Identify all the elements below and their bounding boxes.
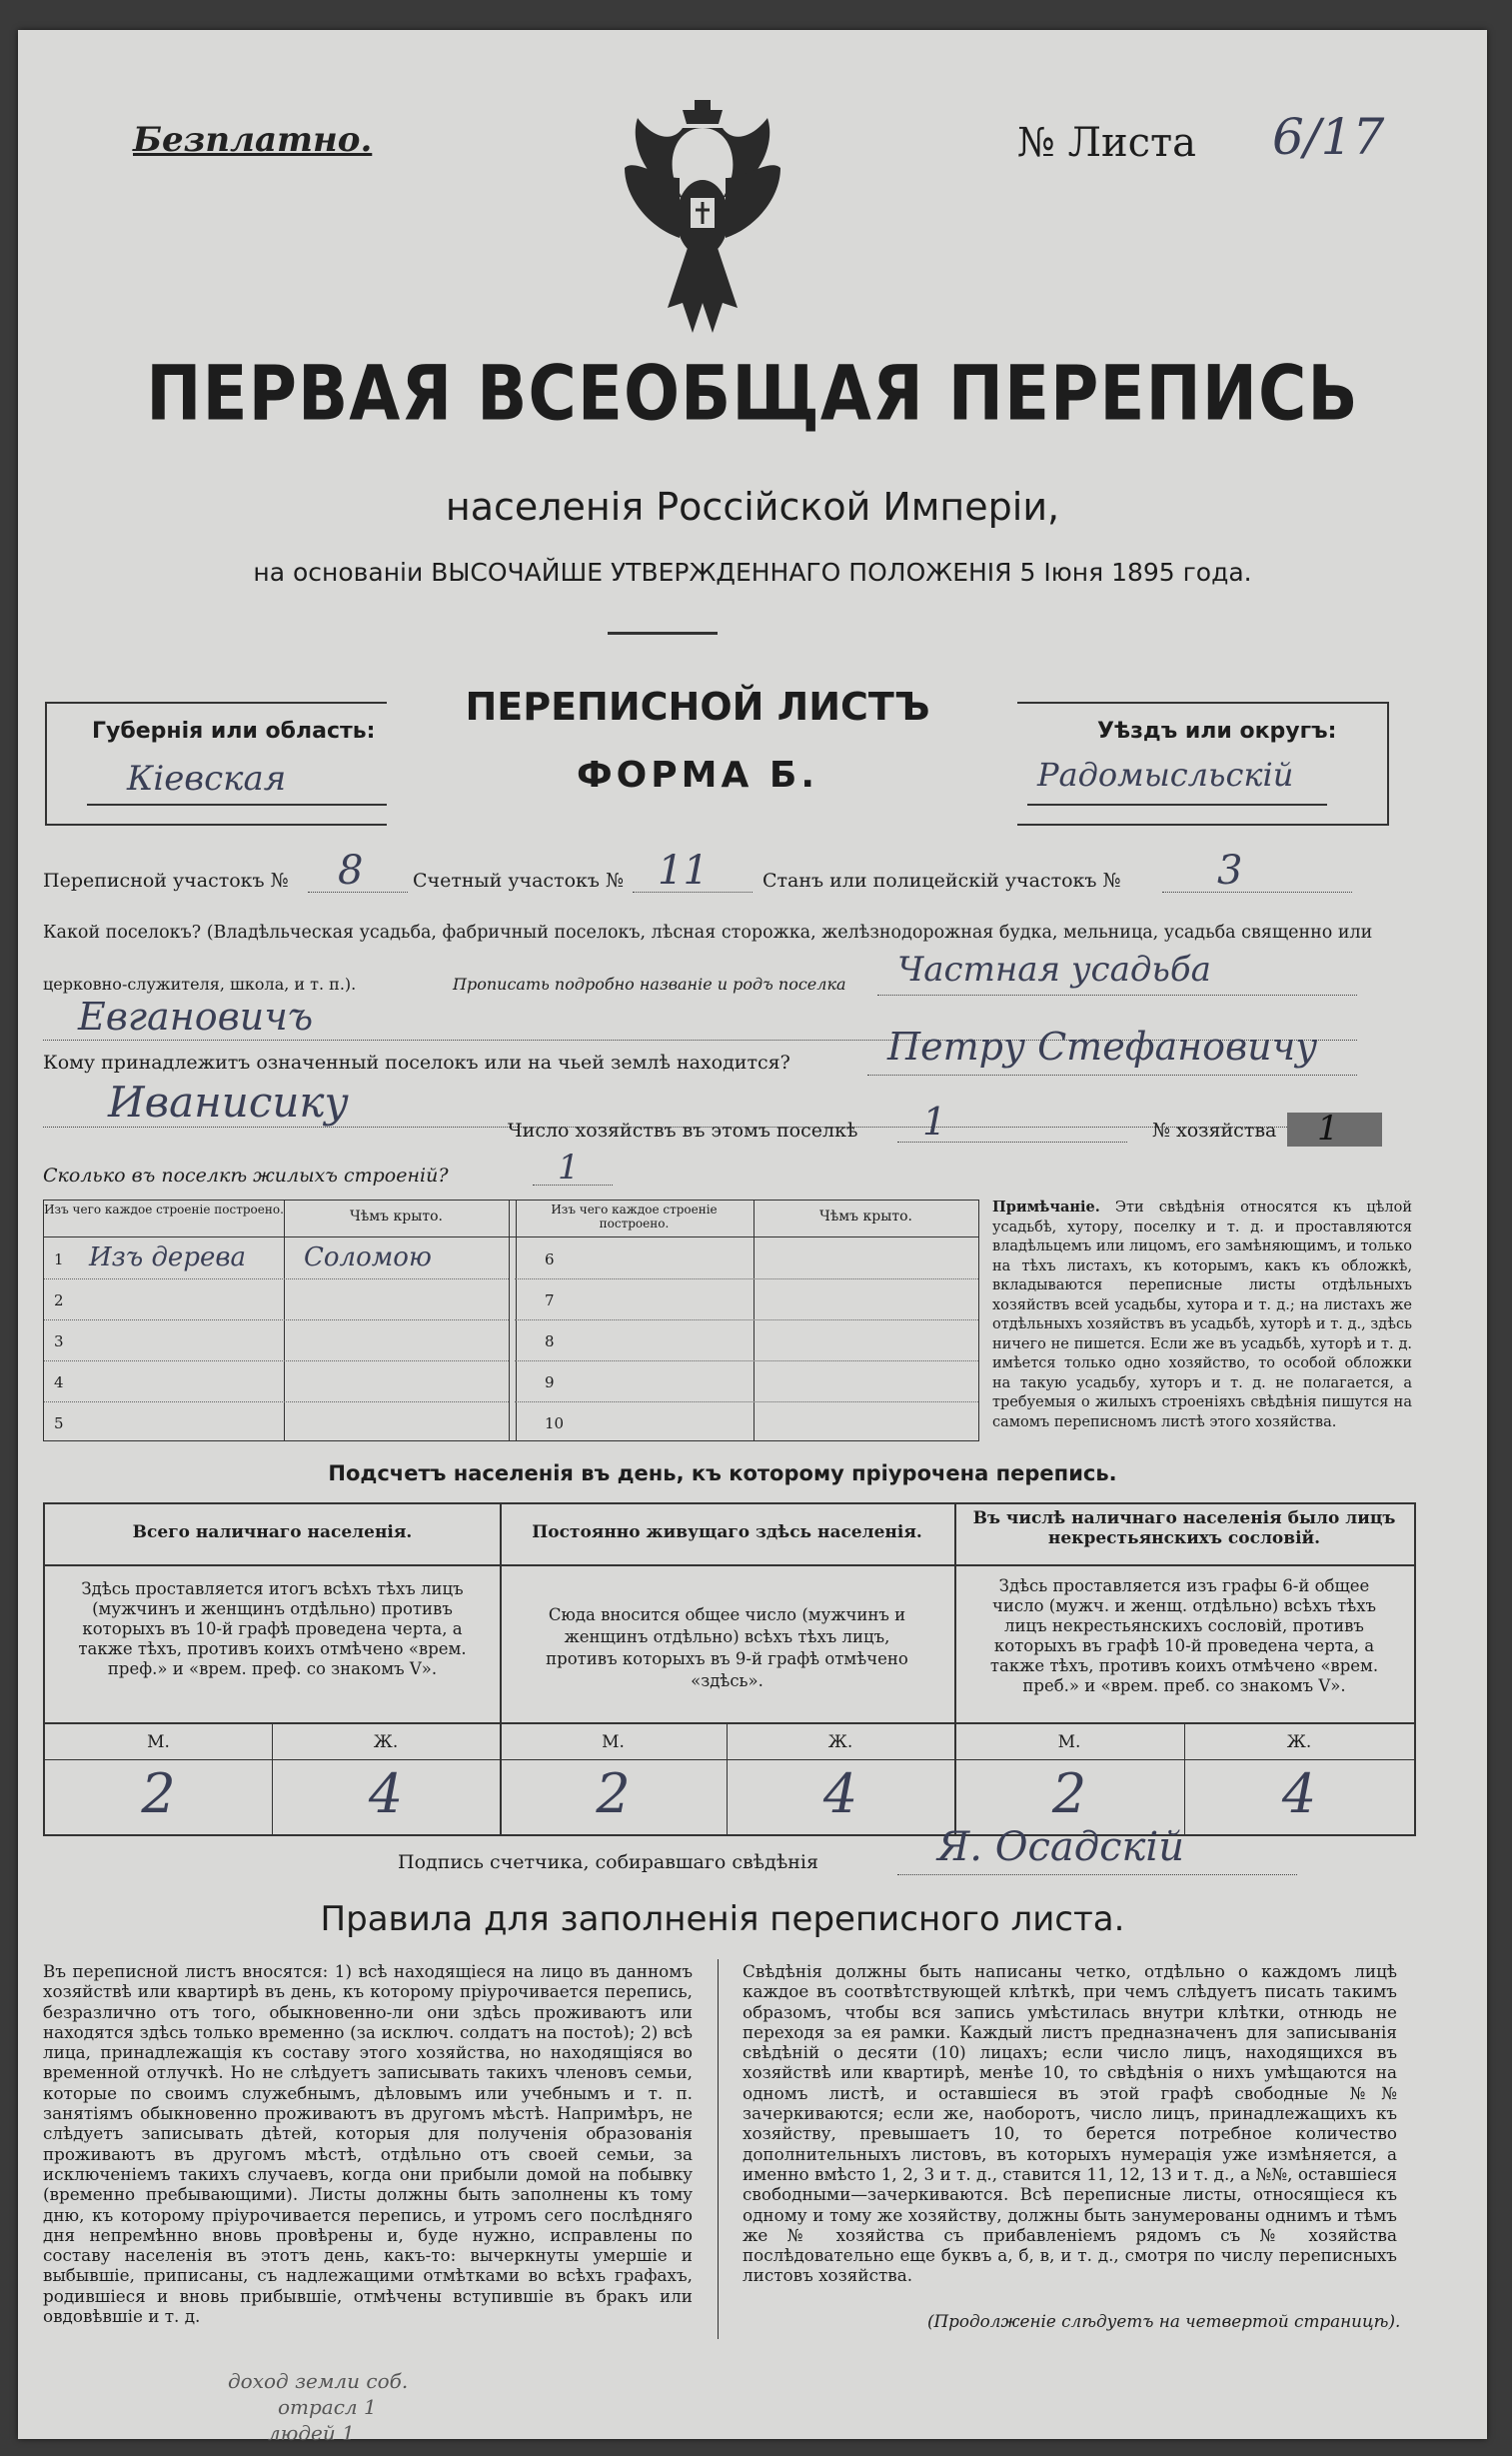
household-number-label: № хозяйства: [1152, 1120, 1277, 1142]
row-number: 10: [545, 1414, 565, 1432]
population-heading: Подсчетъ населенія въ день, къ которому пріурочена перепись.: [328, 1461, 1117, 1485]
owner-label: Кому принадлежитъ означенный поселокъ или на чьей землѣ находится?: [43, 1052, 790, 1074]
row-number: 9: [545, 1373, 555, 1391]
bottom-note-2: отрасл 1: [278, 2395, 377, 2419]
table-row: [44, 1361, 509, 1402]
present-f-label: Ж.: [373, 1732, 399, 1752]
present-population-title: Всего наличнаго населенія.: [132, 1522, 413, 1542]
table-row: [515, 1402, 978, 1442]
row-number: 8: [545, 1332, 555, 1350]
settlement-value-2: Евгановичъ: [78, 995, 314, 1039]
right-rows: [515, 1238, 978, 1442]
households-line: [897, 1142, 1127, 1143]
settlement-label: Какой поселокъ? (Владѣльческая усадьба, фабричный поселокъ, лѣсная сторожка, желѣзнодорожная будка, мельница, усадьба священно или: [43, 923, 1373, 943]
gubernia-underline: [87, 804, 387, 806]
table-row: [44, 1402, 509, 1442]
row-number: 7: [545, 1291, 555, 1309]
non-peasant-m-label: М.: [1057, 1732, 1081, 1752]
row-number: 3: [54, 1332, 64, 1350]
owner-value-2: Иванисику: [108, 1078, 349, 1127]
counting-district-value: 11: [658, 848, 709, 894]
left-material-header: Изъ чего каждое строеніе построено.: [44, 1203, 284, 1217]
uezd-underline: [1027, 804, 1327, 806]
owner-line-1: [867, 1075, 1357, 1076]
gubernia-value: Кіевская: [127, 759, 287, 799]
row-number: 2: [54, 1291, 64, 1309]
stan-value: 3: [1217, 848, 1243, 894]
rules-continuation: (Продолженіе слѣдуетъ на четвертой страницѣ).: [927, 2311, 1401, 2331]
table-header-line: [44, 1236, 978, 1237]
census-district-label: Переписной участокъ №: [43, 870, 289, 892]
table-row: [44, 1320, 509, 1361]
rules-title: Правила для заполненія переписного листа.: [320, 1899, 1125, 1939]
resident-f-value: 4: [822, 1762, 858, 1825]
uezd-value: Радомысльскій: [1037, 756, 1294, 794]
buildings-table: [43, 1200, 979, 1441]
owner-value-1: Петру Стефановичу: [887, 1025, 1318, 1069]
resident-m-value: 2: [596, 1762, 631, 1825]
row-material: Изъ дерева: [89, 1242, 246, 1272]
sheet-number-label: № Листа: [1017, 120, 1196, 166]
table-row: [44, 1238, 509, 1279]
table-row: [515, 1320, 978, 1361]
non-peasant-f-label: Ж.: [1286, 1732, 1312, 1752]
double-headed-eagle-emblem-icon: [618, 98, 787, 348]
rules-left-text: Въ переписной листъ вносятся: 1) всѣ находящіеся на лицо въ данномъ хозяйствѣ или квартирѣ въ день, къ которому пріурочивается перепись, безразлично отъ того, обыкновенно-ли они здѣсь проживаютъ или находятся здѣсь только временно (за исключ. солдатъ на постоѣ); 2) всѣ лица, принадлежащія къ составу этого хозяйства, но находящіяся во временной отлучкѣ. Но не слѣдуетъ записывать такихъ членовъ семьи, которые по своимъ служебнымъ, дѣловымъ или учебнымъ и т. п. занятіямъ обыкновенно проживаютъ въ другомъ мѣстѣ. Напримѣръ, не слѣдуетъ записывать дѣтей, которыя для полученія образованія проживаютъ въ другомъ мѣстѣ, отдѣльно отъ своей семьи, за исключеніемъ такихъ случаевъ, когда они прибыли домой на побывку (временно пребывающими). Листы должны быть заполнены къ тому дню, къ которому пріурочивается перепись, и утромъ сего послѣдняго дня непремѣнно вновь провѣрены и, буде нужно, исправлены по составу населенія въ этотъ день, какъ-то: вычеркнуты умершіе и выбывшіе, приписаны, съ надлежащими отмѣтками во всѣхъ графахъ, родившіеся и вновь прибывшіе, отмѣчены вступившіе въ бракъ или овдовѣвшіе и т. д.: [43, 1961, 693, 2327]
sheet-number-value: 6/17: [1272, 108, 1385, 166]
table-row: [515, 1279, 978, 1320]
left-roof-header: Чѣмъ крыто.: [350, 1209, 443, 1225]
present-m-value: 2: [141, 1762, 176, 1825]
form-name: ФОРМА Б.: [576, 755, 819, 796]
divider: [608, 632, 718, 635]
gubernia-box: [45, 702, 387, 826]
buildings-label: Сколько въ поселкѣ жилыхъ строеній?: [43, 1165, 449, 1187]
note-text: Эти свѣдѣнія относятся къ цѣлой усадьбѣ, хутору, поселку и т. д. и проставляются владѣльцемъ или лицомъ, его замѣняющимъ, и только на тѣхъ листахъ, къ которымъ, какъ къ обложкѣ, вкладываются переписные листы отдѣльныхъ хозяйствъ всей усадьбы, хутора и т. д.; на листахъ же отдѣльныхъ хозяйствъ въ усадьбѣ, хуторѣ и т. д., здѣсь ничего не пишется. Если же въ усадьбѣ, хуторѣ и т. д. имѣется только одно хозяйство, то особой обложки на такую усадьбу, хуторъ и т. д. не полагается, а требуемыя о жилыхъ строеніяхъ свѣдѣнія пишутся на самомъ переписномъ листѣ этого хозяйства.: [992, 1200, 1412, 1430]
free-label: Безплатно.: [133, 120, 373, 160]
bottom-note-1: доход земли соб.: [228, 2369, 409, 2393]
right-material-header: Изъ чего каждое строеніе построено.: [551, 1203, 718, 1230]
present-f-value: 4: [368, 1762, 404, 1825]
note-lead: Примѣчаніе.: [992, 1199, 1100, 1216]
present-m-label: М.: [147, 1732, 170, 1752]
settlement-value-1: Частная усадьба: [897, 950, 1211, 990]
pop-mf-line: [45, 1759, 1414, 1760]
row-roof: Соломою: [304, 1242, 432, 1272]
resident-m-label: М.: [602, 1732, 625, 1752]
non-peasant-desc: Здѣсь проставляется изъ графы 6-й общее число (мужч. и женщ. отдѣльно) всѣхъ тѣхъ лицъ некрестьянскихъ сословій, противъ которыхъ въ графѣ 10-й проведена черта, а также тѣхъ, противъ коихъ отмѣчено «врем. преб.» и «врем. преб. со знакомъ V».: [989, 1576, 1379, 1695]
sheet-title: ПЕРЕПИСНОЙ ЛИСТЪ: [465, 685, 930, 729]
present-population-desc: Здѣсь проставляется итогъ всѣхъ тѣхъ лицъ (мужчинъ и женщинъ отдѣльно) противъ которыхъ въ 10-й графѣ проведена черта, а также тѣхъ, противъ коихъ отмѣчено «врем. преф.» и «врем. преф. со знакомъ V».: [78, 1579, 467, 1678]
census-district-value: 8: [338, 848, 364, 894]
settlement-instruction: Прописать подробно названіе и родъ поселка: [453, 975, 846, 994]
legal-basis: на основаніи ВЫСОЧАЙШЕ УТВЕРЖДЕННАГО ПОЛОЖЕНІЯ 5 Іюня 1895 года.: [253, 558, 1252, 587]
subtitle: населенія Россійской Имперіи,: [445, 485, 1060, 529]
counting-district-label: Счетный участокъ №: [413, 870, 624, 892]
households-value: 1: [922, 1100, 947, 1144]
gubernia-label: Губернія или область:: [92, 719, 376, 744]
row-number: 4: [54, 1373, 64, 1391]
non-peasant-m-value: 2: [1051, 1762, 1087, 1825]
signature-label: Подпись счетчика, собиравшаго свѣдѣнія: [398, 1851, 818, 1873]
pop-title-line: [45, 1564, 1414, 1566]
stan-label: Станъ или полицейскій участокъ №: [762, 870, 1121, 892]
rules-divider: [718, 1959, 719, 2339]
bottom-note-3: людей 1: [268, 2421, 355, 2445]
uezd-label: Уѣздъ или округъ:: [1097, 719, 1337, 744]
household-number-box: [1287, 1109, 1382, 1149]
left-rows: [44, 1238, 509, 1442]
right-roof-header: Чѣмъ крыто.: [819, 1209, 912, 1225]
stan-line: [1162, 892, 1352, 893]
main-title: ПЕРВАЯ ВСЕОБЩАЯ ПЕРЕПИСЬ: [146, 349, 1359, 438]
household-number-value: 1: [1317, 1109, 1339, 1149]
row-number: 1: [54, 1250, 64, 1268]
buildings-line: [533, 1185, 613, 1186]
resident-population-title: Постоянно живущаго здѣсь населенія.: [532, 1522, 922, 1542]
census-district-line: [308, 892, 408, 893]
non-peasant-f-value: 4: [1281, 1762, 1317, 1825]
settlement-line-1: [877, 995, 1357, 996]
population-table: [43, 1502, 1416, 1836]
resident-population-desc: Сюда вносится общее число (мужчинъ и женщинъ отдѣльно) всѣхъ тѣхъ лицъ, противъ которыхъ въ 9-й графѣ отмѣчено «здѣсь».: [546, 1605, 908, 1690]
buildings-value: 1: [558, 1148, 580, 1188]
table-row: [515, 1238, 978, 1279]
note-block: [992, 1198, 1412, 1432]
settlement-label-2: церковно-служителя, школа, и т. п.).: [43, 975, 357, 994]
signature-value: Я. Осадскій: [937, 1824, 1184, 1870]
census-form-page: [18, 30, 1487, 2445]
households-label: Число хозяйствъ въ этомъ поселкѣ: [508, 1120, 858, 1142]
rules-right-text: Свѣдѣнія должны быть написаны четко, отдѣльно о каждомъ лицѣ каждое въ соотвѣтствующей клѣткѣ, при чемъ слѣдуетъ писать такимъ образомъ, чтобы вся запись умѣстилась внутри клѣтки, отнюдь не переходя за ея рамки. Каждый листъ предназначенъ для записыванія свѣдѣній о десяти (10) лицахъ; если число лицъ, находящихся въ хозяйствѣ или квартирѣ, менѣе 10, то свѣдѣнія о нихъ умѣщаются на одномъ листѣ, и оставшіеся въ этой графѣ свободные №№ зачеркиваются; если же, наоборотъ, число лицъ, принадлежащихъ къ хозяйству, превышаетъ 10, то берется потребное количество дополнительныхъ листовъ, въ которыхъ нумерація уже измѣняется, а именно вмѣсто 1, 2, 3 и т. д., ставится 11, 12, 13 и т. д., а №№, оставшіеся свободными—зачеркиваются. Всѣ переписные листы, относящіеся къ одному и тому же хозяйству, должны быть занумерованы однимъ и тѣмъ же № хозяйства съ прибавленіемъ рядомъ съ № хозяйства послѣдовательно еще буквъ а, б, в, и т. д., смотря по числу переписныхъ листовъ хозяйства.: [743, 1961, 1397, 2286]
row-number: 6: [545, 1250, 555, 1268]
signature-line: [897, 1874, 1297, 1875]
table-row: [44, 1279, 509, 1320]
counting-district-line: [633, 892, 753, 893]
table-row: [515, 1361, 978, 1402]
resident-f-label: Ж.: [827, 1732, 853, 1752]
uezd-box: [1017, 702, 1389, 826]
pop-desc-line: [45, 1722, 1414, 1724]
non-peasant-title: Въ числѣ наличнаго населенія было лицъ некрестьянскихъ сословій.: [972, 1508, 1396, 1548]
row-number: 5: [54, 1414, 64, 1432]
